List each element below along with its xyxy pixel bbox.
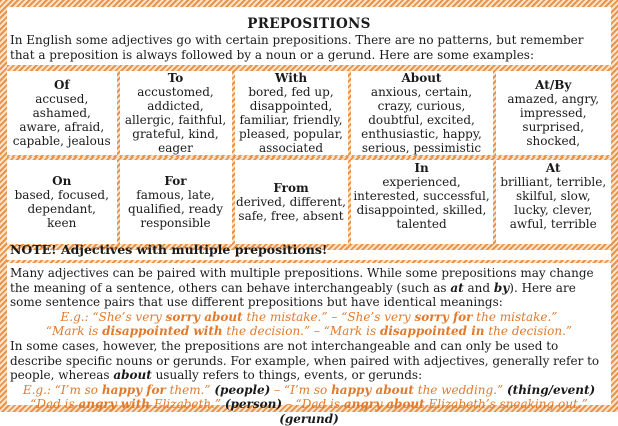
cell-line: keen — [47, 216, 77, 230]
cell-line: accustomed, — [137, 85, 214, 99]
cell-heading: At — [545, 161, 561, 175]
text: – “Dad is — [282, 397, 344, 411]
cell-heading: For — [164, 174, 187, 188]
text: the decision.” — [484, 324, 573, 338]
text: Elizabeth’s sneaking out.” — [424, 397, 588, 411]
cell-line: doubtful, excited, — [368, 113, 475, 127]
cell-at-by — [496, 71, 612, 155]
cell-heading: About — [401, 71, 442, 85]
prepositions-table-row-1 — [7, 65, 611, 158]
cell-heading: From — [273, 181, 309, 195]
cell-line: based, focused, — [14, 188, 109, 202]
cell-heading: Of — [53, 78, 70, 92]
text: the mistake.” – “She’s very — [242, 310, 415, 324]
cell-line: anxious, certain, — [370, 85, 473, 99]
cell-line: associated — [258, 141, 323, 155]
cell-line: eager — [158, 141, 193, 155]
cell-about — [351, 71, 493, 155]
cell-at — [496, 160, 612, 244]
cell-line: addicted, — [147, 99, 204, 113]
cell-heading: To — [167, 71, 184, 85]
cell-line: amazed, angry, — [507, 92, 600, 106]
highlight: angry about — [343, 397, 425, 411]
category-label: (thing/event) — [506, 383, 596, 397]
note-heading: NOTE! Adjectives with multiple prepositions! — [10, 242, 328, 257]
cell-heading: In — [414, 161, 429, 175]
text: them.” — [165, 383, 215, 397]
cell-heading: With — [274, 71, 308, 85]
text: E.g.: “She’s very — [60, 310, 166, 324]
highlight: happy about — [331, 383, 414, 397]
text: Elizabeth.” — [150, 397, 225, 411]
cell-line: ashamed, — [32, 106, 91, 120]
text: the mistake.” — [472, 310, 558, 324]
cell-line: brilliant, terrible, — [500, 175, 607, 189]
cell-heading: On — [52, 174, 72, 188]
cell-heading: At/By — [535, 78, 572, 92]
cell-line: serious, pessimistic — [361, 141, 482, 155]
text: – “I’m so — [270, 383, 332, 397]
cell-line: derived, different, — [236, 195, 346, 209]
text: and — [463, 280, 494, 295]
page-title: PREPOSITIONS — [247, 16, 371, 32]
cell-line: disappointed, skilled, — [356, 203, 487, 217]
explanation-paragraph-2 — [10, 339, 610, 383]
text: the wedding.” — [413, 383, 507, 397]
cell-line: skilful, slow, — [515, 189, 591, 203]
highlight: disappointed in — [379, 324, 485, 338]
cell-line: familiar, friendly, — [239, 113, 343, 127]
cell-line: aware, afraid, — [19, 120, 105, 134]
text: In some cases, however, the prepositions are not interchangeable and can only be used to describe specific nouns or gerunds. For example, when paired with adjectives, generally refer to people, whereas — [10, 339, 600, 382]
cell-on — [7, 160, 117, 244]
cell-line: capable, jealous — [12, 134, 111, 148]
explanation-paragraph-1 — [10, 266, 610, 310]
cell-line: safe, free, absent — [238, 209, 344, 223]
cell-line: impressed, — [519, 106, 587, 120]
text: “Dad is — [30, 397, 79, 411]
category-label: (people) — [214, 383, 271, 397]
cell-line: responsible — [140, 216, 211, 230]
cell-line: bored, fed up, — [248, 85, 334, 99]
prepositions-table-row-2 — [7, 157, 611, 250]
highlight: angry with — [78, 397, 150, 411]
emphasis-by: by — [493, 280, 510, 295]
example-disappointed — [7, 324, 611, 339]
cell-line: grateful, kind, — [132, 127, 219, 141]
highlight: sorry for — [414, 310, 473, 324]
cell-line: accused, — [35, 92, 89, 106]
cell-with — [235, 71, 348, 155]
cell-to — [120, 71, 232, 155]
cell-line: experienced, — [382, 175, 461, 189]
cell-in — [351, 160, 493, 244]
text: “Mark is — [45, 324, 103, 338]
cell-line: famous, late, — [136, 188, 215, 202]
cell-of — [7, 71, 117, 155]
intro-paragraph: In English some adjectives go with certain prepositions. There are no patterns, but remember that a preposition is always followed by a noun or a gerund. Here are some examples: — [10, 33, 584, 62]
emphasis-at: at — [450, 280, 464, 295]
cell-line: crazy, curious, — [377, 99, 466, 113]
highlight: sorry about — [165, 310, 243, 324]
content-panel — [7, 7, 611, 426]
cell-line: pleased, popular, — [239, 127, 343, 141]
category-label: (person) — [224, 397, 283, 411]
cell-line: dependant, — [27, 202, 96, 216]
text: usually refers to things, events, or gerunds: — [151, 368, 423, 382]
category-label: (gerund) — [279, 411, 339, 426]
example-sorry — [7, 310, 611, 325]
emphasis-about: about — [113, 368, 152, 382]
text: E.g.: “I’m so — [22, 383, 102, 397]
cell-from — [235, 160, 348, 244]
cell-line: surprised, shocked, — [522, 120, 585, 148]
highlight: disappointed with — [102, 324, 223, 338]
cell-line: interested, successful, — [353, 189, 490, 203]
cell-line: enthusiastic, happy, — [361, 127, 482, 141]
text: the decision.” – “Mark is — [222, 324, 380, 338]
cell-line: talented — [396, 217, 447, 231]
example-happy — [7, 383, 611, 398]
text: ). Here are some sentence pairs that use different prepositions but have identical meanings: — [10, 280, 576, 309]
divider — [7, 260, 611, 263]
text: Many adjectives can be paired with multiple prepositions. While some prepositions may change the meaning of a sentence, others can behave interchangeably (such as — [10, 266, 594, 295]
cell-line: awful, terrible — [509, 217, 597, 231]
cell-line: allergic, faithful, — [124, 113, 227, 127]
cell-for — [120, 160, 232, 244]
cell-line: lucky, clever, — [514, 203, 593, 217]
cell-line: disappointed, — [249, 99, 333, 113]
highlight: happy for — [101, 383, 166, 397]
cell-line: qualified, ready — [127, 202, 224, 216]
